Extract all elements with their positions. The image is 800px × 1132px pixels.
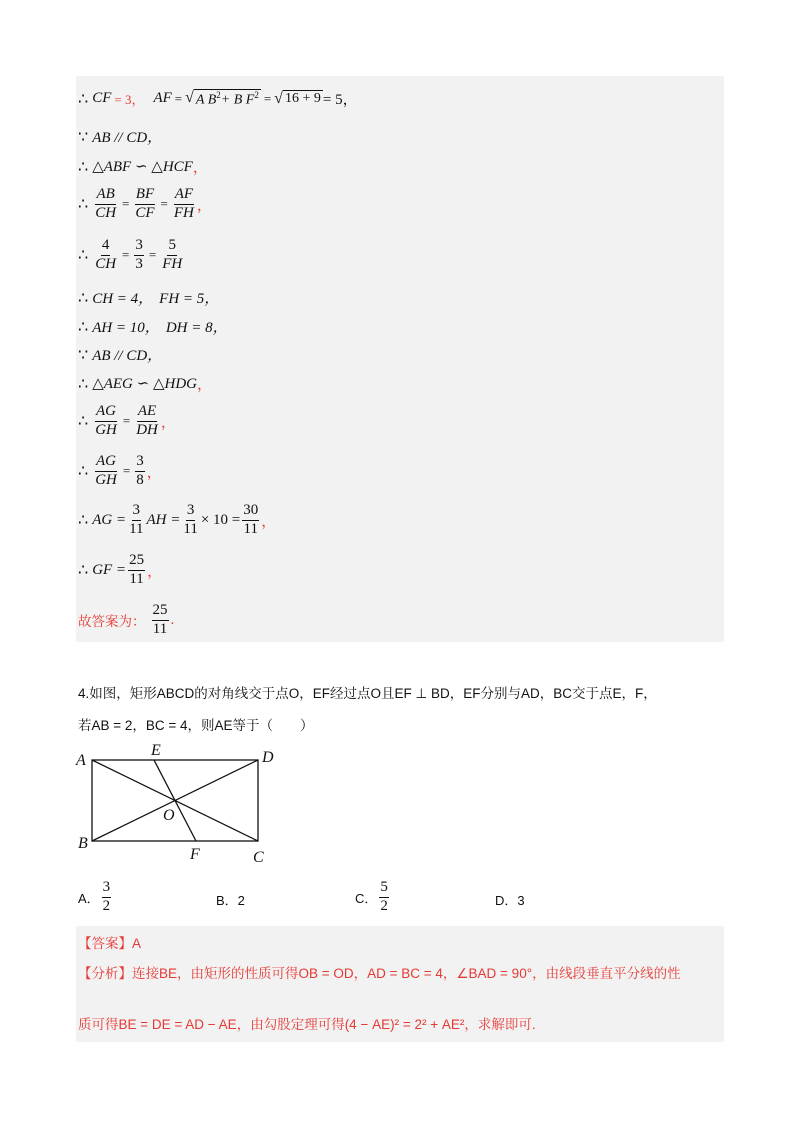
answer-label: 【答案】A	[78, 936, 142, 951]
analysis-line-1: 【分析】连接BE，由矩形的性质可得OB = OD，AD = BC = 4，∠BAD = 90°，由线段垂直平分线的性	[78, 966, 681, 981]
label-o: O	[163, 807, 175, 824]
solution-line-7: ∴ AH = 10， DH = 8，	[78, 318, 228, 336]
solution-line-8: ∵ AB // CD，	[78, 346, 163, 364]
label-f: F	[190, 846, 200, 863]
solution-line-3: ∴ △ABF ∽ △HCF ，	[78, 158, 208, 176]
option-d[interactable]: D．3	[495, 893, 525, 908]
option-c[interactable]: C． $\frac{5}{2}$	[355, 879, 388, 914]
label-b: B	[78, 835, 88, 852]
option-b[interactable]: B．2	[216, 893, 245, 908]
solution-line-4: ∴ $\frac{AB}{CH}$ = $\frac{BF}{CF}$ = $\frac{AF}{FH}$ ，	[78, 186, 212, 221]
option-a[interactable]: A． $\frac{3}{2}$	[78, 879, 111, 914]
solution-line-2: ∵ AB // CD，	[78, 128, 163, 146]
label-a: A	[76, 752, 86, 769]
analysis-line-2: 质可得BE = DE = AD − AE，由勾股定理可得(4 − AE)² = 2² + AE²，求解即可.	[78, 1017, 536, 1032]
label-e: E	[151, 742, 161, 759]
cf-value: CF	[92, 90, 112, 106]
sqrt-expression: √ A $B^2+ B$ $F^2$	[185, 88, 259, 108]
solution-line-5: ∴ $\frac{4}{CH}$ = $\frac{3}{3}$ = $\frac{5}{FH}$	[78, 237, 183, 272]
rectangle-diagram	[70, 740, 290, 870]
solution-line-10: ∴ $\frac{AG}{GH}$ = $\frac{AE}{DH}$ ，	[78, 403, 176, 438]
solution-line-11: ∴ $\frac{AG}{GH}$ = $\frac{3}{8}$ ，	[78, 453, 162, 488]
solution-line-6: ∴ CH = 4， FH = 5，	[78, 289, 220, 307]
question-text-line-1: 4.如图，矩形ABCD的对角线交于点O，EF经过点O且EF ⊥ BD，EF分别与AD，BC交于点E，F，	[78, 686, 657, 701]
segment-ef	[154, 760, 196, 841]
solution-line-13: ∴ GF = $\frac{25}{11}$ ，	[78, 552, 163, 587]
final-answer-line: 故答案为： $\frac{25}{11}$ .	[78, 602, 175, 637]
solution-line-1: ∴ CF = 3， AF = √ A $B^2+ B$ $F^2$ = √ 16 + 9 = 5，	[78, 88, 358, 108]
solution-line-9: ∴ △AEG ∽ △HDG ，	[78, 375, 212, 393]
question-text-line-2: 若AB = 2，BC = 4，则AE等于（ ）	[78, 718, 314, 733]
label-c: C	[253, 849, 264, 866]
solution-line-12: ∴ AG = $\frac{3}{11}$ AH = $\frac{3}{11}$ × 10 = $\frac{30}{11}$ ，	[78, 502, 277, 537]
label-d: D	[262, 749, 274, 766]
